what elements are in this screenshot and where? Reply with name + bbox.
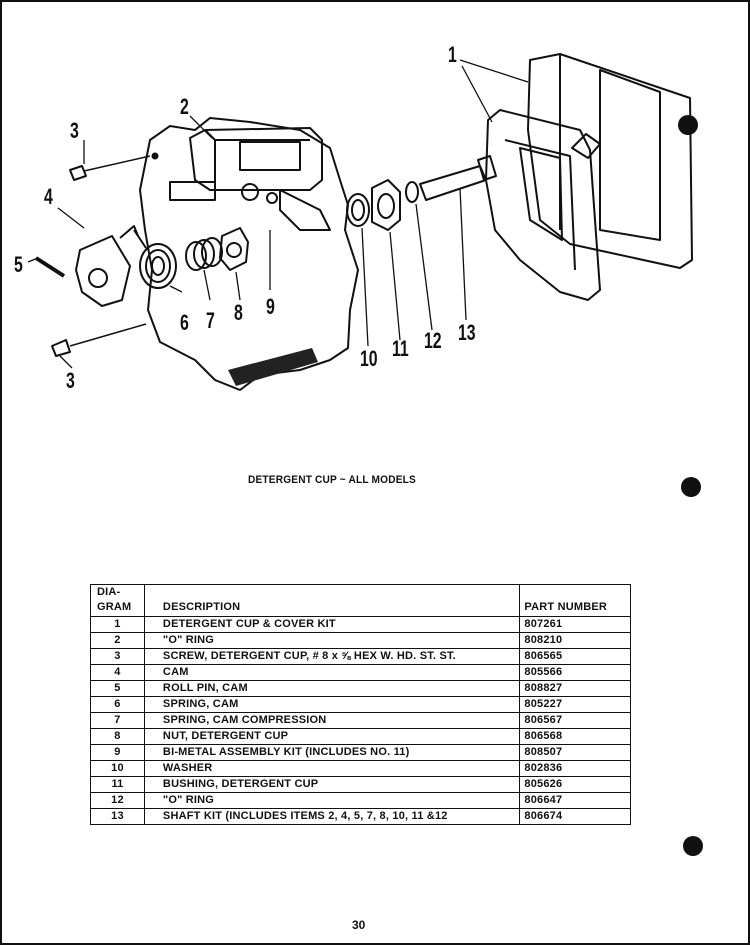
table-row [91,617,631,633]
row-diagram: 10 [91,761,145,777]
callout-2: 2 [180,94,189,119]
row-diagram: 3 [91,649,145,665]
row-diagram: 5 [91,681,145,697]
row-description: "O" RING [144,633,519,649]
row-description: DETERGENT CUP & COVER KIT [144,617,519,633]
row-diagram: 12 [91,793,145,809]
callout-10: 10 [360,346,378,371]
callout-1: 1 [448,42,457,67]
row-diagram: 9 [91,745,145,761]
table-row [91,809,631,825]
diagram-caption: DETERGENT CUP ~ ALL MODELS [248,474,416,486]
table-row [91,681,631,697]
header-description: DESCRIPTION [144,585,519,617]
table-row [91,745,631,761]
row-part-number: 806647 [520,793,631,809]
row-diagram: 11 [91,777,145,793]
row-part-number: 808827 [520,681,631,697]
header-diagram-line1: DIA- [97,586,121,598]
row-description: BI-METAL ASSEMBLY KIT (INCLUDES NO. 11) [144,745,519,761]
row-part-number: 806568 [520,729,631,745]
callout-9: 9 [266,294,275,319]
callout-4: 4 [44,184,53,209]
table-row [91,713,631,729]
row-description: BUSHING, DETERGENT CUP [144,777,519,793]
binder-hole-middle [681,477,701,497]
callout-7: 7 [206,308,215,333]
callout-5: 5 [14,252,23,277]
table-row [91,697,631,713]
callout-13: 13 [458,320,476,345]
row-description: SCREW, DETERGENT CUP, # 8 x ⅝ HEX W. HD. ST. ST. [144,649,519,665]
row-description: CAM [144,665,519,681]
callout-3-bottom: 3 [66,368,75,393]
row-part-number: 805227 [520,697,631,713]
row-part-number: 805626 [520,777,631,793]
page-number: 30 [352,918,366,932]
table-row [91,665,631,681]
callout-12: 12 [424,328,442,353]
row-description: SHAFT KIT (INCLUDES ITEMS 2, 4, 5, 7, 8, 10, 11 &12 [144,809,519,825]
row-part-number: 808507 [520,745,631,761]
row-description: ROLL PIN, CAM [144,681,519,697]
row-part-number: 807261 [520,617,631,633]
parts-table [90,584,631,825]
row-diagram: 8 [91,729,145,745]
row-diagram: 13 [91,809,145,825]
header-diagram-line2: GRAM [97,601,132,613]
header-diagram [91,585,145,617]
row-part-number: 808210 [520,633,631,649]
callout-6: 6 [180,310,189,335]
row-description: SPRING, CAM [144,697,519,713]
table-row [91,633,631,649]
table-row [91,649,631,665]
callout-8: 8 [234,300,243,325]
header-part-number: PART NUMBER [520,585,631,617]
row-description: NUT, DETERGENT CUP [144,729,519,745]
row-diagram: 1 [91,617,145,633]
table-row [91,729,631,745]
parts-table-header [91,585,631,617]
row-part-number: 806674 [520,809,631,825]
table-row [91,777,631,793]
table-row [91,761,631,777]
row-part-number: 806565 [520,649,631,665]
callout-11: 11 [392,336,409,361]
row-diagram: 6 [91,697,145,713]
row-description: SPRING, CAM COMPRESSION [144,713,519,729]
row-description: "O" RING [144,793,519,809]
row-diagram: 7 [91,713,145,729]
exploded-parts-diagram [0,30,750,410]
callout-3-top: 3 [70,118,79,143]
row-diagram: 4 [91,665,145,681]
row-part-number: 802836 [520,761,631,777]
row-diagram: 2 [91,633,145,649]
row-part-number: 805566 [520,665,631,681]
row-description: WASHER [144,761,519,777]
binder-hole-bottom [683,836,703,856]
table-row [91,793,631,809]
row-part-number: 806567 [520,713,631,729]
binder-hole-top [678,115,698,135]
